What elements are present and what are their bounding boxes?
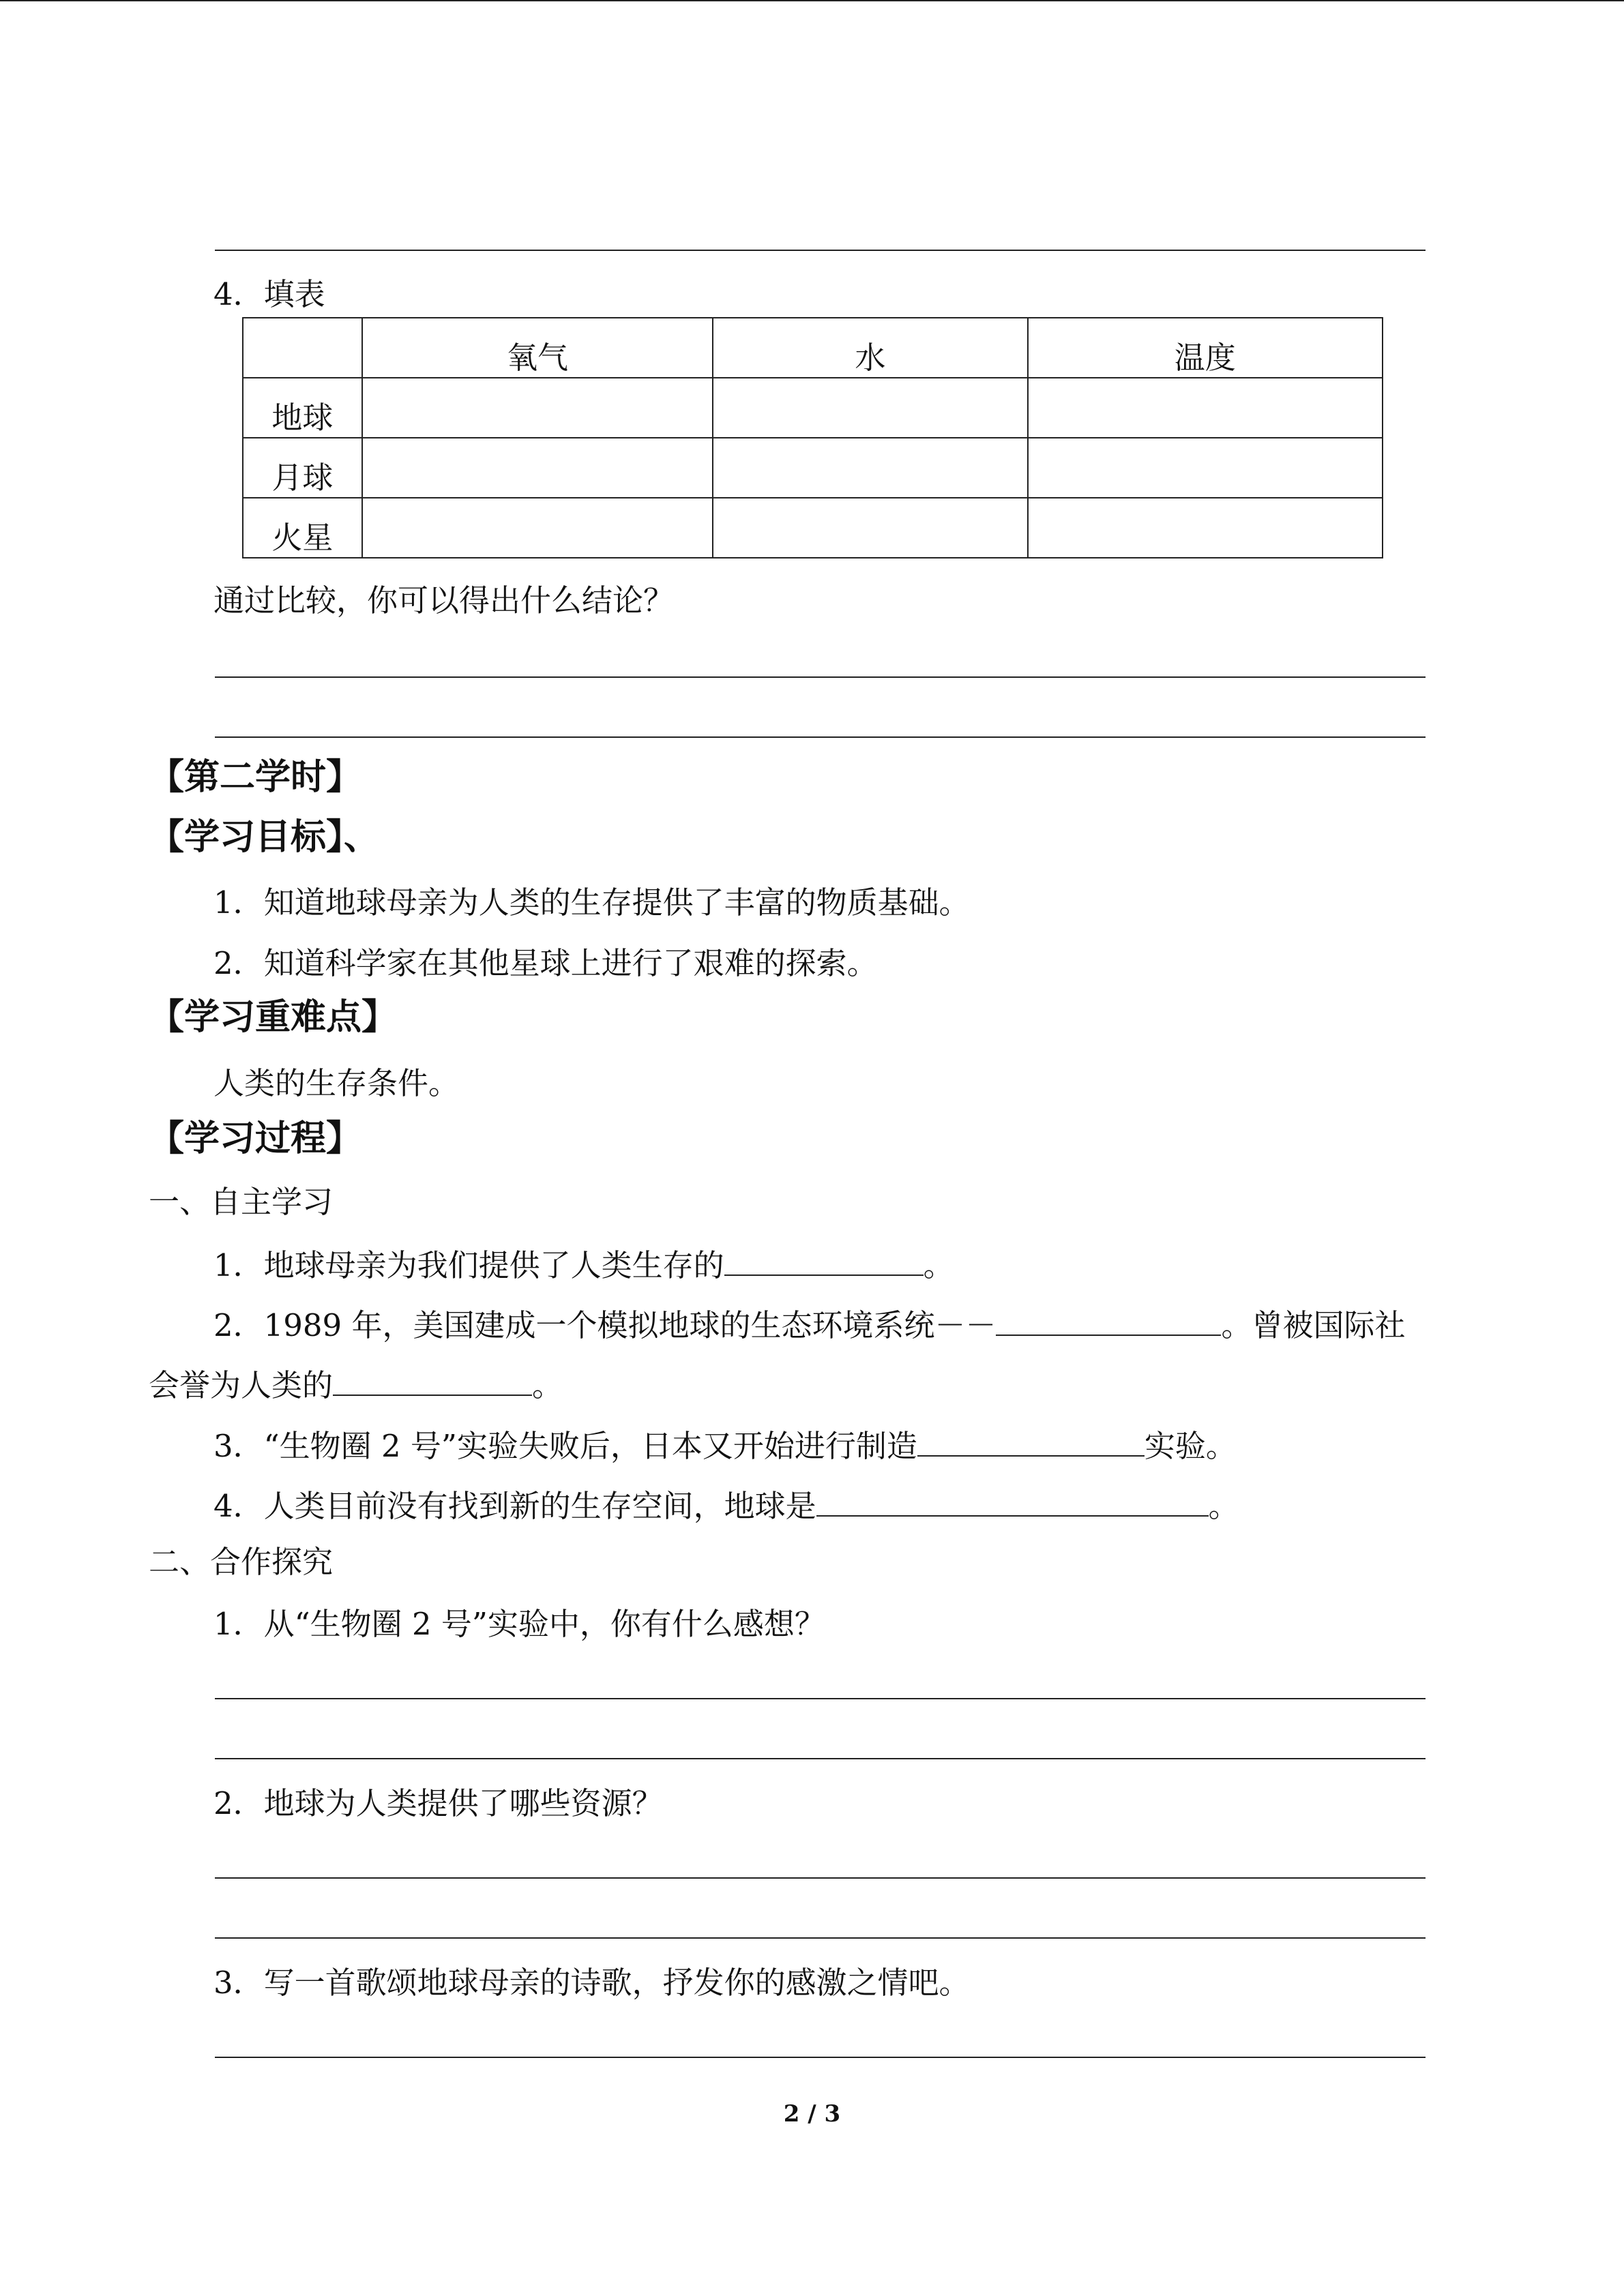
q1-text: 1．地球母亲为我们提供了人类生存的 [213,1247,724,1283]
table-cell[interactable] [362,438,713,498]
table-cell[interactable] [713,378,1027,438]
answer-line [215,250,1426,251]
self-study-q2-line2 [149,1365,563,1405]
q2-text-cont: 。曾被国际社 [1221,1307,1406,1343]
header-temperature: 温度 [1028,318,1383,378]
process-title: 【学习过程】 [149,1118,362,1159]
goal-item: 1．知道地球母亲为人类的生存提供了丰富的物质基础。 [213,884,970,921]
fill-blank[interactable] [724,1244,924,1276]
page-top-border [0,0,1624,1]
goals-title: 【学习目标】、 [149,817,380,858]
table-cell[interactable] [1028,498,1383,558]
coop-q1: 1．从“生物圈 2 号”实验中，你有什么感想？ [213,1606,825,1642]
answer-line[interactable] [215,736,1426,738]
fill-blank[interactable] [917,1425,1145,1457]
answer-line[interactable] [215,676,1426,678]
coop-q3: 3．写一首歌颂地球母亲的诗歌，抒发你的感激之情吧。 [213,1965,970,2001]
coop-q2: 2．地球为人类提供了哪些资源？ [213,1785,663,1821]
keypoints-text: 人类的生存条件。 [213,1065,460,1101]
goal-item: 2．知道科学家在其他星球上进行了艰难的探索。 [213,945,878,981]
answer-line[interactable] [215,1758,1426,1759]
q4-text: 4．人类目前没有找到新的生存空间，地球是 [213,1488,816,1524]
answer-line[interactable] [215,1877,1426,1879]
q4-title: 4．填表 [213,276,325,312]
table-row [243,438,1383,498]
section-title-lesson2: 【第二学时】 [149,757,362,798]
self-study-q1 [213,1244,954,1285]
q2-text: 2．1989 年，美国建成一个模拟地球的生态环境系统－－ [213,1307,996,1343]
coop-title: 二、合作探究 [149,1544,334,1580]
table-row [243,378,1383,438]
keypoints-title: 【学习重难点】 [149,997,398,1038]
table-cell[interactable] [1028,438,1383,498]
self-study-q3 [213,1425,1237,1465]
q2-end: 。 [532,1367,563,1403]
table-cell[interactable] [713,438,1027,498]
q1-end: 。 [923,1247,954,1283]
header-water: 水 [713,318,1027,378]
self-study-q2 [213,1304,1405,1345]
fill-blank[interactable] [333,1365,532,1396]
table-corner-cell [243,318,362,378]
q3-end: 实验。 [1144,1428,1237,1464]
table-cell[interactable] [362,378,713,438]
answer-line[interactable] [215,2057,1426,2058]
table-header-row [243,318,1383,378]
answer-line[interactable] [215,1937,1426,1939]
q2-text-line2: 会誉为人类的 [149,1367,334,1403]
self-study-q4 [213,1485,1239,1525]
self-study-title: 一、自主学习 [149,1184,334,1220]
header-oxygen: 氧气 [362,318,713,378]
row-label-earth: 地球 [243,378,362,438]
row-label-mars: 火星 [243,498,362,558]
q3-text: 3．“生物圈 2 号”实验失败后，日本又开始进行制造 [213,1428,917,1464]
table-cell[interactable] [1028,378,1383,438]
fill-table [242,317,1383,558]
fill-blank[interactable] [816,1485,1209,1517]
table-cell[interactable] [713,498,1027,558]
q4-end: 。 [1208,1488,1239,1524]
answer-line[interactable] [215,1698,1426,1699]
fill-blank[interactable] [996,1304,1221,1336]
table-row [243,498,1383,558]
row-label-moon: 月球 [243,438,362,498]
page-number: 2 / 3 [783,2100,841,2128]
conclusion-prompt: 通过比较，你可以得出什么结论？ [213,582,675,618]
table-cell[interactable] [362,498,713,558]
